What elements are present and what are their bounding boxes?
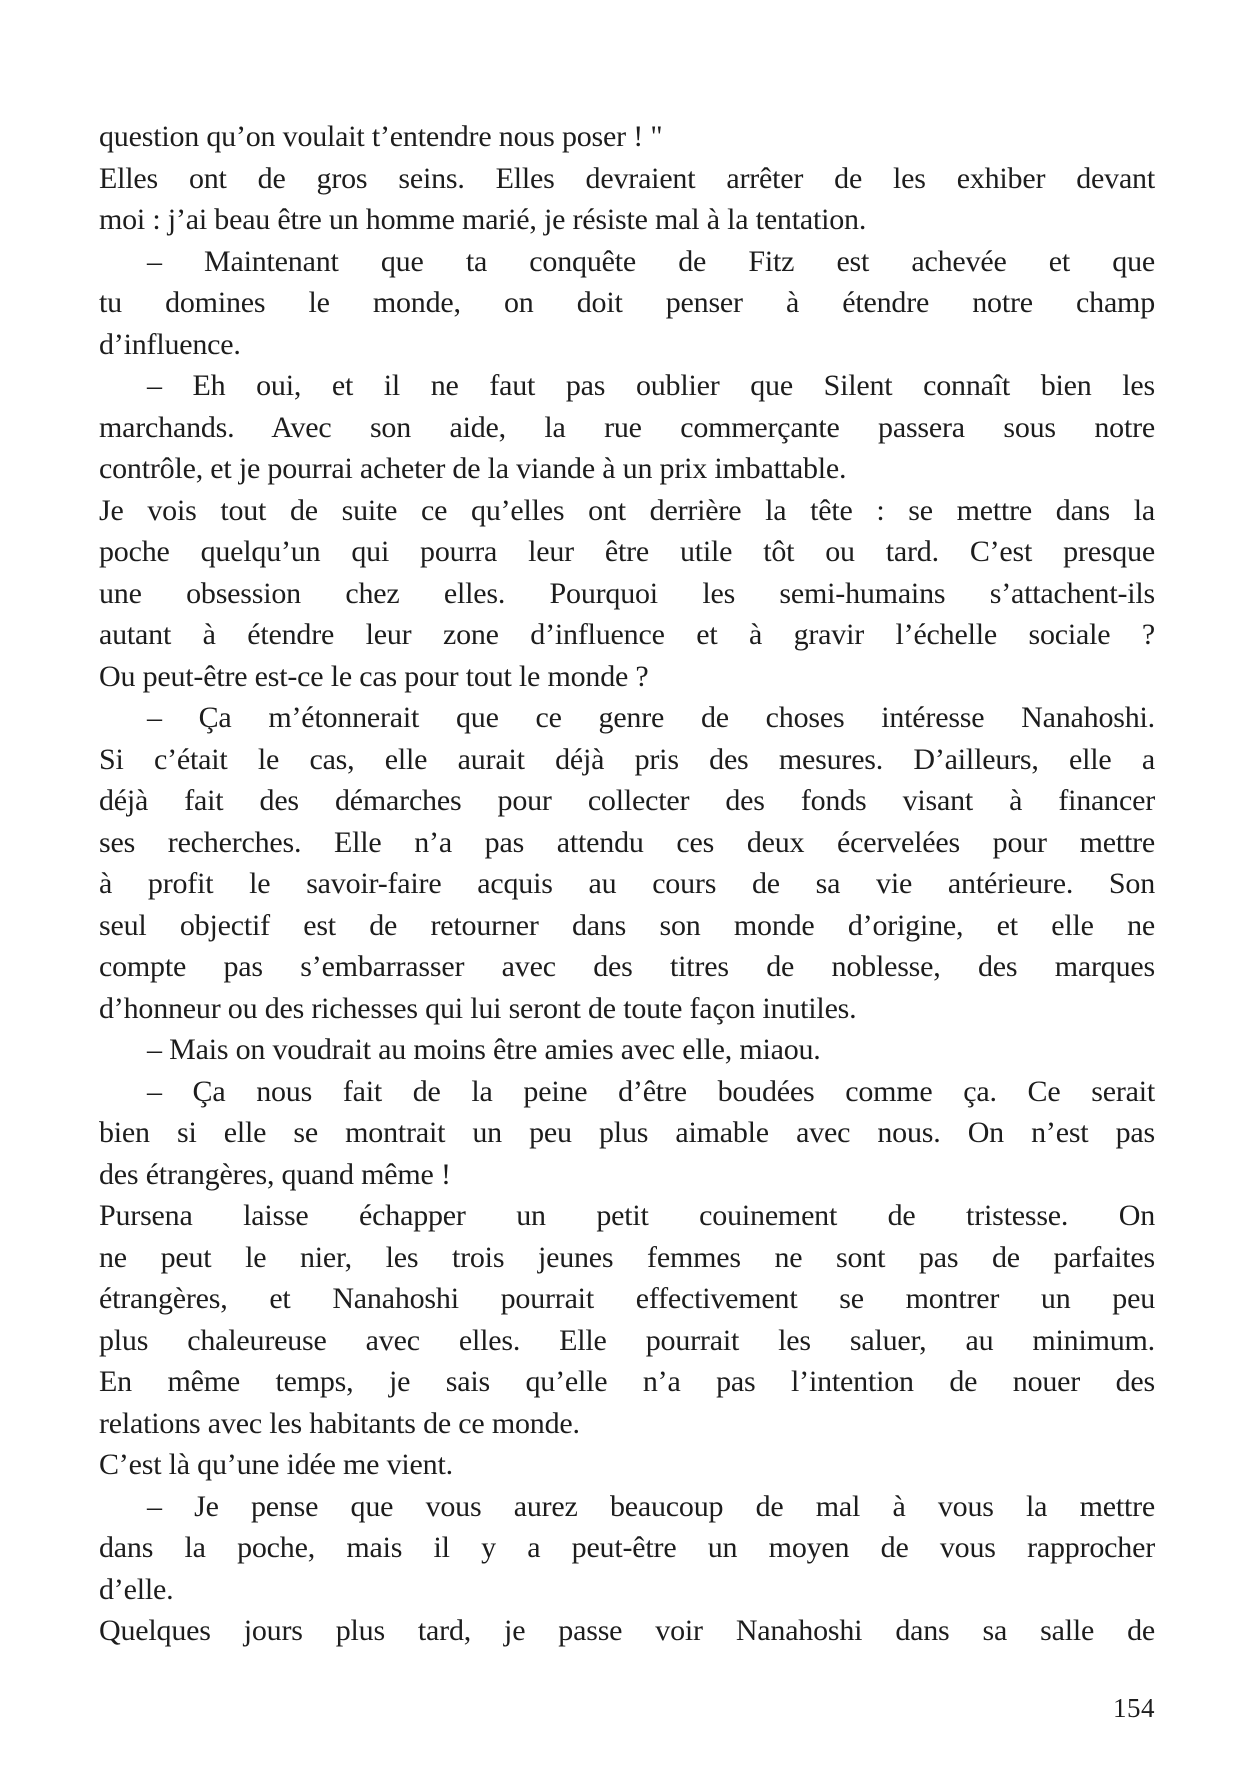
text-line: ne peut le nier, les trois jeunes femmes ne sont pas de parfaites: [99, 1240, 1155, 1274]
text-line: Ou peut-être est-ce le cas pour tout le monde ?: [99, 659, 649, 693]
text-line: plus chaleureuse avec elles. Elle pourrait les saluer, au minimum.: [99, 1323, 1155, 1357]
text-line: d’influence.: [99, 327, 241, 361]
text-line: Pursena laisse échapper un petit couinement de tristesse. On: [99, 1199, 1155, 1232]
text-line: seul objectif est de retourner dans son monde d’origine, et elle ne: [99, 908, 1155, 942]
text-line: compte pas s’embarrasser avec des titres de noblesse, des marques: [99, 950, 1155, 983]
text-line: marchands. Avec son aide, la rue commerçante passera sous notre: [99, 410, 1155, 444]
text-line: question qu’on voulait t’entendre nous poser ! ": [99, 120, 663, 153]
text-line: d’elle.: [99, 1572, 174, 1606]
text-line: Elles ont de gros seins. Elles devraient arrêter de les exhiber devant: [99, 161, 1155, 195]
text-line: moi : j’ai beau être un homme marié, je résiste mal à la tentation.: [99, 203, 867, 236]
text-line: Si c’était le cas, elle aurait déjà pris des mesures. D’ailleurs, elle a: [99, 742, 1155, 776]
text-line: d’honneur ou des richesses qui lui seront de toute façon inutiles.: [99, 991, 857, 1025]
text-line: – Ça nous fait de la peine d’être boudées comme ça. Ce serait: [147, 1074, 1155, 1108]
text-line: à profit le savoir-faire acquis au cours de sa vie antérieure. Son: [99, 867, 1155, 900]
page-text: [99, 116, 1155, 1652]
text-line: étrangères, et Nanahoshi pourrait effectivement se montrer un peu: [99, 1282, 1155, 1315]
text-line: – Je pense que vous aurez beaucoup de mal à vous la mettre: [147, 1489, 1155, 1523]
text-line: – Maintenant que ta conquête de Fitz est achevée et que: [147, 244, 1155, 278]
text-line: des étrangères, quand même !: [99, 1157, 451, 1191]
text-line: C’est là qu’une idée me vient.: [99, 1448, 453, 1481]
text-line: déjà fait des démarches pour collecter des fonds visant à financer: [99, 784, 1155, 817]
text-line: – Ça m’étonnerait que ce genre de choses intéresse Nanahoshi.: [147, 701, 1155, 734]
text-line: – Mais on voudrait au moins être amies avec elle, miaou.: [147, 1033, 821, 1066]
text-line: poche quelqu’un qui pourra leur être utile tôt ou tard. C’est presque: [99, 535, 1155, 568]
text-line: dans la poche, mais il y a peut-être un moyen de vous rapprocher: [99, 1531, 1155, 1564]
text-line: En même temps, je sais qu’elle n’a pas l’intention de nouer des: [99, 1365, 1155, 1398]
text-line: Je vois tout de suite ce qu’elles ont derrière la tête : se mettre dans la: [99, 493, 1155, 527]
text-line: autant à étendre leur zone d’influence et à gravir l’échelle sociale ?: [99, 618, 1155, 651]
text-line: – Eh oui, et il ne faut pas oublier que Silent connaît bien les: [147, 369, 1155, 402]
text-line: Quelques jours plus tard, je passe voir Nanahoshi dans sa salle de: [99, 1614, 1155, 1647]
text-line: tu domines le monde, on doit penser à étendre notre champ: [99, 286, 1155, 319]
text-line: contrôle, et je pourrai acheter de la viande à un prix imbattable.: [99, 452, 847, 485]
text-line: ses recherches. Elle n’a pas attendu ces deux écervelées pour mettre: [99, 825, 1155, 859]
text-line: relations avec les habitants de ce monde.: [99, 1406, 580, 1440]
text-line: bien si elle se montrait un peu plus aimable avec nous. On n’est pas: [99, 1116, 1155, 1149]
page-number: 154: [1113, 1693, 1155, 1723]
text-line: une obsession chez elles. Pourquoi les semi-humains s’attachent-ils: [99, 576, 1155, 610]
